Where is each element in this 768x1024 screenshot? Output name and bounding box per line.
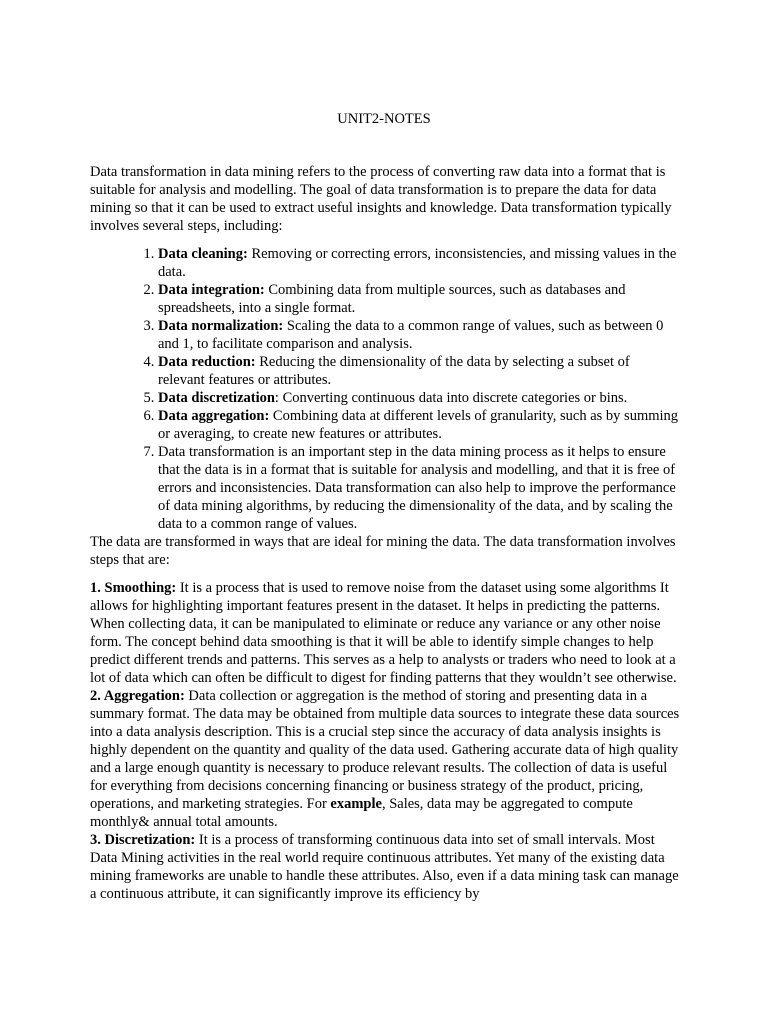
- section-text-tail: , Sales, data may be aggregated to compute monthly& annual total amounts.: [90, 796, 633, 830]
- list-item: [158, 245, 680, 281]
- step-term: Data discretization: [158, 390, 275, 406]
- step-text: Combining data at different levels of granularity, such as by summing or averaging, to create new features or attributes.: [158, 408, 679, 442]
- list-item: [158, 353, 680, 389]
- section-heading: 2. Aggregation:: [90, 688, 185, 704]
- step-text: Data transformation is an important step in the data mining process as it helps to ensure that the data is in a format that is suitable for analysis and modelling, and that it is free of errors and inconsistencies. Data transformation can also help to improve the performance of data mining algorithms, by reducing the dimensionality of the data, and by scaling the data to a common range of values.: [158, 444, 676, 532]
- step-text: Combining data from multiple sources, such as databases and spreadsheets, into a single format.: [158, 282, 626, 316]
- step-text: : Converting continuous data into discrete categories or bins.: [274, 390, 628, 406]
- step-term: Data cleaning:: [158, 246, 248, 262]
- step-text: Removing or correcting errors, inconsistencies, and missing values in the data.: [158, 246, 677, 280]
- section-heading: 3. Discretization:: [90, 832, 196, 848]
- intro-paragraph: Data transformation in data mining refers to the process of converting raw data into a format that is suitable for analysis and modelling. The goal of data transformation is to prepare the data for data mining so that it can be used to extract useful insights and knowledge. Data transformation typically involves several steps, including:: [90, 164, 672, 234]
- section-text: It is a process that is used to remove noise from the dataset using some algorithms It allows for highlighting important features present in the dataset. It helps in predicting the patterns. When collecting data, it can be manipulated to eliminate or reduce any variance or any other noise form. The concept behind data smoothing is that it will be able to identify simple changes to help predict different trends and patterns. This serves as a help to analysts or traders who need to look at a lot of data which can often be difficult to digest for finding patterns that they wouldn’t see otherwise.: [90, 580, 677, 686]
- list-item: [158, 317, 680, 353]
- section-text: Data collection or aggregation is the method of storing and presenting data in a summary format. The data may be obtained from multiple data sources to integrate these data sources into a data analysis description. This is a crucial step since the accuracy of data analysis insights is highly dependent on the quantity and quality of the data used. Gathering accurate data of high quality and a large enough quantity is necessary to produce relevant results. The collection of data is useful for everything from decisions concerning financing or business strategy of the product, pricing, operations, and marketing strategies. For: [90, 688, 680, 812]
- smoothing-section: [90, 579, 680, 687]
- step-term: Data aggregation:: [158, 408, 270, 424]
- step-term: Data reduction:: [158, 354, 256, 370]
- step-text: Reducing the dimensionality of the data by selecting a subset of relevant features or attributes.: [158, 354, 630, 388]
- document-body: [90, 163, 680, 903]
- step-term: Data normalization:: [158, 318, 284, 334]
- transformation-steps-list: [90, 245, 680, 533]
- page-title: UNIT2-NOTES: [337, 111, 431, 127]
- step-term: Data integration:: [158, 282, 265, 298]
- aggregation-section: [90, 687, 680, 831]
- step-text: Scaling the data to a common range of values, such as between 0 and 1, to facilitate comparison and analysis.: [158, 318, 664, 352]
- list-item: [158, 389, 680, 407]
- list-item: [158, 407, 680, 443]
- after-steps-paragraph: The data are transformed in ways that are ideal for mining the data. The data transformation involves steps that are:: [90, 534, 676, 568]
- list-item: [158, 443, 680, 533]
- list-item: [158, 281, 680, 317]
- discretization-section: [90, 831, 680, 903]
- section-text: It is a process of transforming continuous data into set of small intervals. Most Data Mining activities in the real world require continuous attributes. Yet many of the existing data mining frameworks are unable to handle these attributes. Also, even if a data mining task can manage a continuous attribute, it can significantly improve its efficiency by: [90, 832, 679, 902]
- section-heading: 1. Smoothing:: [90, 580, 177, 596]
- example-emphasis: example: [330, 796, 382, 812]
